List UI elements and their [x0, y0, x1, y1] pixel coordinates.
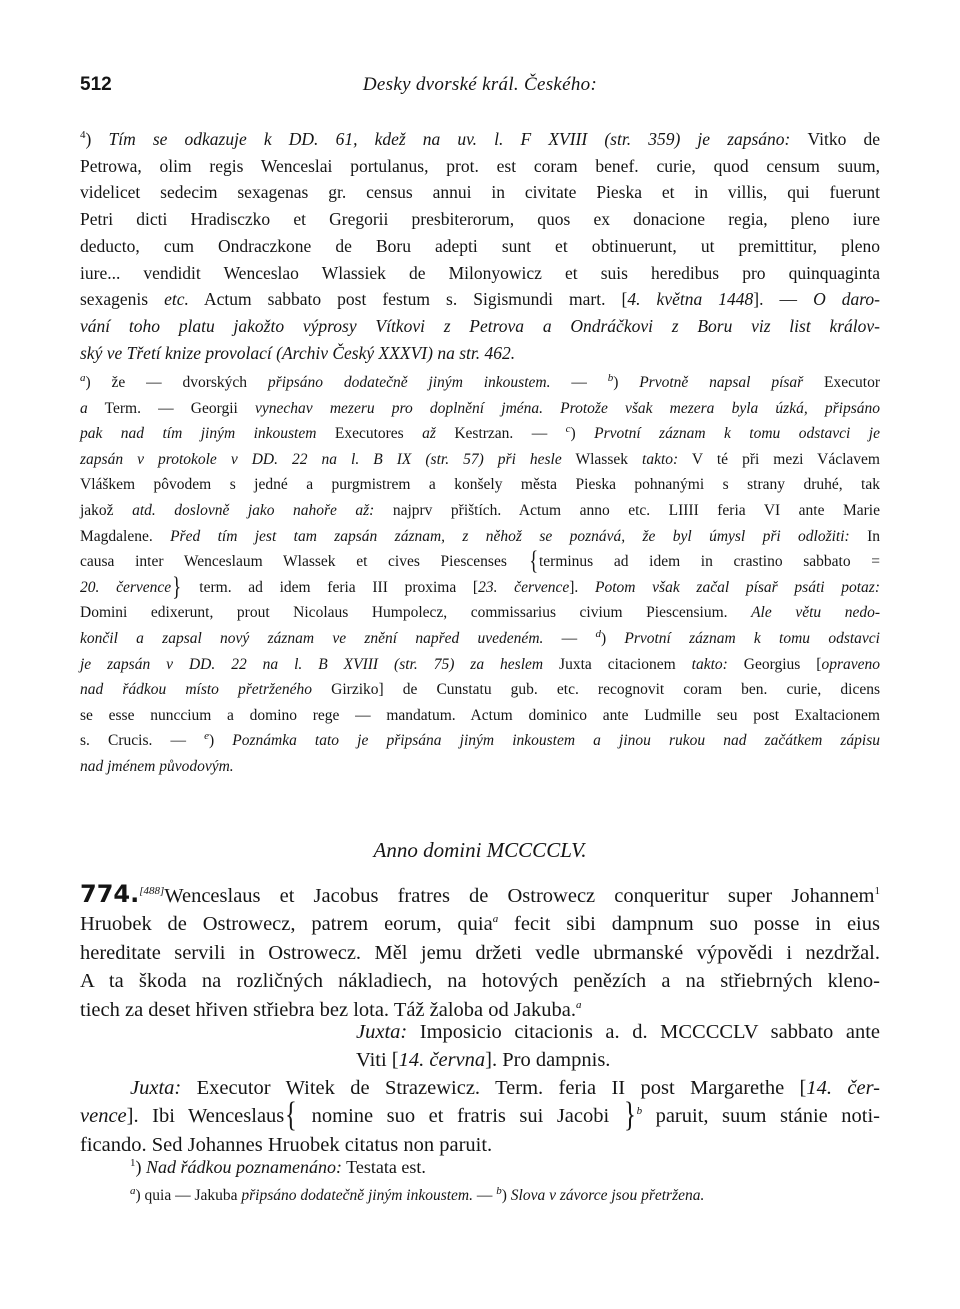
note-text-italic: nad jménem původovým.	[80, 757, 234, 775]
note-text: ].	[569, 578, 595, 596]
entry-line	[80, 1097, 881, 1135]
note-marker: a	[130, 1184, 136, 1197]
page-header	[80, 74, 880, 104]
note-line	[80, 260, 880, 287]
entry-text: ]. Pro dampnis.	[485, 1049, 611, 1072]
note-marker: b	[607, 371, 614, 384]
note-text-italic: ský ve Třetí knize provolací (Archiv Český XXXVI) na str. 462.	[80, 342, 516, 363]
apparatus-line	[80, 626, 880, 652]
note-text-italic: takto:	[642, 450, 679, 468]
note-line	[80, 233, 880, 260]
brace: }	[623, 1097, 636, 1135]
note-marker: d	[595, 627, 601, 640]
note-text-italic: končil a zapsal nový záznam ve znění napřed uvedeném.	[80, 629, 544, 647]
entry-774	[80, 880, 880, 1024]
note-text-italic: etc.	[164, 289, 189, 310]
note-text: s. Crucis. —	[80, 732, 205, 750]
note-text: se esse nunccium a domino rege — mandatum. Actum dominico ante Ludmille seu post Exaltacionem	[80, 706, 880, 724]
footnote-1: $^1$) Nad řádkou poznamenáno: Testata est.	[130, 1157, 426, 1177]
note-text: Juxta citacionem	[543, 655, 692, 673]
footnote-marker: b	[636, 1105, 643, 1118]
note-text: Domini edixerunt, prout Nicolaus Humpolecz, commissarius civium Piescensium.	[80, 604, 752, 622]
footnote-marker: 1	[874, 885, 880, 898]
note-marker: e	[204, 730, 209, 743]
note-text-italic: takto:	[691, 655, 728, 673]
note-text-italic: nad řádkou místo přetrženého	[80, 681, 313, 699]
footnote-text: )	[501, 1187, 511, 1204]
apparatus-line	[80, 652, 880, 678]
entry-text: tiech za deset hřiven střiebra bez lota. Táž žaloba od Jakuba.	[80, 998, 576, 1021]
note-text: Petrowa, olim regis Wenceslai portulanus, prot. est coram benef. curie, quod censum suum,	[80, 155, 880, 176]
apparatus-line	[80, 728, 880, 754]
entry-line	[356, 1018, 880, 1046]
apparatus-line	[80, 677, 880, 703]
note-text: jakož	[80, 501, 133, 519]
note-text: Girziko] de Cunstatu gub. etc. recognovit coram ben. curie, dicens	[312, 681, 880, 699]
note-line	[80, 313, 880, 340]
entry-text: fecit sibi dampnum suo posse in eius	[498, 913, 880, 936]
footnote-text: Testata est.	[342, 1157, 426, 1177]
note-line	[80, 340, 880, 367]
note-line	[80, 206, 880, 233]
entry-text: Imposicio citacionis a. d. MCCCCLV sabbato ante	[407, 1021, 880, 1043]
entry-number: 774.	[80, 880, 140, 908]
note-text-italic: Poznámka tato je připsána jiným inkoustem a jinou rukou nad začátkem zápisu	[232, 732, 881, 750]
page-number: 512	[80, 74, 112, 95]
note-text: terminus ad idem in crastino sabbato =	[538, 553, 880, 571]
note-text-italic: je zapsán v DD. 22 na l. B XVIII (str. 75) za heslem	[80, 655, 544, 673]
note-text-italic: Potom však začal písař psáti potaz:	[595, 578, 881, 596]
entry-text: nomine suo et fratris sui Jacobi	[298, 1105, 623, 1128]
note-text-italic: připsáno dodatečně jiným inkoustem.	[267, 374, 551, 391]
entry-line	[80, 967, 880, 995]
note-marker: a	[80, 371, 86, 384]
entry-text: hereditate servili in Ostrowecz. Měl jemu držeti vedle ubrmanské výpovědi i nezdržal.	[80, 941, 880, 964]
juxta-executor	[80, 1074, 880, 1159]
apparatus-line	[80, 572, 881, 602]
note-text: iure... vendidit Wenceslao Wlassiek de Milonyowicz et suis heredibus pro quinquaginta	[80, 262, 880, 283]
note-text: Kestrzan. —	[435, 425, 566, 443]
brace: }	[172, 572, 182, 602]
entry-text: paruit, suum stánie noti-	[642, 1105, 881, 1128]
note-text-italic: Tím se odkazuje k DD. 61, kdež na uv. l. F XVIII (str. 359) je zapsáno:	[108, 129, 808, 149]
note-text: —	[543, 629, 596, 647]
note-text: )	[600, 629, 625, 647]
footnote-marker: a	[575, 998, 582, 1011]
entry-date: vence	[80, 1105, 127, 1128]
note-text: deducto, cum Ondraczkone de Boru adepti sunt et obtinuerunt, ut premittitur, pleno	[80, 235, 880, 256]
note-4	[80, 126, 880, 366]
note-text-italic: a	[80, 399, 88, 417]
entry-text: Hruobek de Ostrowecz, patrem eorum, quia	[80, 913, 493, 936]
note-text: ]. —	[753, 289, 814, 310]
entry-text: ficando. Sed Johannes Hruobek citatus non paruit.	[80, 1133, 493, 1156]
apparatus-line	[80, 447, 880, 473]
note-text: Magdalene.	[80, 527, 171, 545]
entry-line	[80, 880, 880, 910]
juxta-citation	[356, 1018, 880, 1075]
note-date: 20. července	[80, 578, 172, 596]
note-text: )	[208, 732, 233, 750]
apparatus-line	[80, 600, 880, 626]
note-marker: c	[565, 423, 571, 436]
note-text: term. ad idem feria III proxima [	[182, 578, 479, 596]
note-text: Petri dicti Hradisczko et Gregorii presbiterorum, quos ex donacione regia, pleno iure	[80, 209, 880, 230]
brace: {	[528, 546, 538, 576]
entry-date: 14. čer-	[806, 1077, 880, 1099]
apparatus-line	[80, 754, 880, 780]
note-marker: b	[496, 1184, 502, 1197]
note-text: Term. — Georgii	[87, 399, 256, 417]
note-text: Wlassek	[561, 450, 643, 468]
footnote-marker: a	[492, 913, 499, 926]
note-line	[80, 179, 880, 206]
apparatus-line	[80, 472, 880, 498]
note-line: $^4$) Tím se odkazuje k DD. 61, kdež na uv. l. F XVIII (str. 359) je zapsáno: Vitko de	[80, 129, 880, 149]
apparatus-notes	[80, 370, 880, 780]
note-text-italic: opraveno	[821, 655, 880, 673]
note-text: )	[570, 425, 595, 443]
note-text: videlicet sedecim sexagenas gr. census annui in civitate Pieska et in villis, qui fuerunt	[80, 182, 880, 203]
juxta-label: Juxta:	[356, 1021, 408, 1043]
note-text: Executores	[316, 425, 423, 443]
note-text: Vláškem pôvodem s jedné a purgmistrem a konšely města Pieska pohnanými s strany druhé, tak	[80, 476, 880, 494]
apparatus-line	[80, 498, 880, 524]
note-text-italic: O daro-	[813, 289, 880, 310]
apparatus-line	[80, 421, 880, 447]
note-text-italic: pak nad tím jiným inkoustem	[80, 425, 317, 443]
note-text: Executor	[803, 374, 881, 391]
entry-line	[356, 1046, 880, 1074]
apparatus-line	[80, 546, 880, 576]
entry-reference: [488]	[139, 885, 165, 898]
juxta-label: Juxta:	[130, 1077, 182, 1099]
apparatus-line	[80, 524, 880, 550]
note-date: 4. května 1448	[627, 289, 754, 310]
note-line	[80, 153, 880, 180]
footnote-text: ) quia — Jakuba	[135, 1187, 242, 1204]
entry-line	[80, 939, 880, 967]
footnote-label: Nad řádkou poznamenáno:	[146, 1157, 342, 1177]
entry-text: Wenceslaus et Jacobus fratres de Ostrowecz conqueritur super Johannem	[164, 885, 875, 907]
note-text-italic: Prvotní záznam k tomu odstavci	[624, 629, 880, 647]
note-text: Georgius [	[727, 655, 822, 673]
note-text: najprv přištích. Actum anno etc. LIIII feria VI ante Marie	[374, 501, 880, 519]
apparatus-line	[80, 396, 880, 422]
note-text-italic: vání toho platu jakožto výprosy Vítkovi z Petrova a Ondráčkovi z Boru viz list králov-	[80, 315, 880, 336]
note-text-italic: zapsán v protokole v DD. 22 na l. B IX (str. 57) při hesle	[80, 450, 562, 468]
note-text: ) že — dvorských	[85, 374, 268, 391]
running-title: Desky dvorské král. Českého:	[362, 74, 598, 95]
entry-line	[80, 1074, 880, 1102]
apparatus-line	[80, 370, 880, 396]
note-text: )	[613, 374, 640, 391]
footnote-text: —	[473, 1187, 497, 1204]
note-text-italic: až	[422, 425, 436, 443]
footnote-text-italic: připsáno dodatečně jiným inkoustem.	[241, 1187, 473, 1204]
note-text-italic: Prvotní záznam k tomu odstavci je	[594, 425, 880, 443]
entry-text: A ta škoda na rozličných nákladiech, na hotových penězích a na střiebrných kleno-	[80, 970, 880, 993]
note-line	[80, 286, 880, 313]
note-marker-4: 4	[80, 129, 86, 142]
footnote-marker: 1	[130, 1157, 136, 1169]
note-text-italic: Ale větu nedo-	[751, 604, 880, 622]
entry-text: Executor Witek de Strazewicz. Term. feria II post Margarethe [	[181, 1077, 807, 1099]
note-text: Actum sabbato post festum s. Sigismundi mart. [	[188, 289, 628, 310]
footnote-a-b	[130, 1185, 880, 1207]
note-text: Vitko de	[807, 129, 880, 149]
entry-line	[80, 910, 880, 938]
brace: {	[285, 1097, 298, 1135]
note-text: V té při mezi Václavem	[678, 450, 880, 468]
entry-text: Viti [	[356, 1049, 399, 1072]
note-text-italic: Před tím jest tam zapsán záznam, z něhož se poznává, že byl úmysl při odložiti:	[170, 527, 850, 545]
note-date: 23. července	[478, 578, 570, 596]
note-text-italic: Prvotně napsal písař	[639, 374, 804, 391]
year-heading: Anno domini MCCCCLV.	[373, 838, 587, 862]
note-text: —	[550, 374, 608, 391]
note-text: causa inter Wenceslaum Wlassek et cives Piescenses	[80, 553, 528, 571]
note-text: sexagenis	[80, 289, 165, 310]
note-text-italic: atd. doslovně jako nahoře až:	[132, 501, 375, 519]
entry-text: ]. Ibi Wenceslaus	[126, 1105, 285, 1128]
entry-date: 14. června	[398, 1049, 486, 1072]
note-text-italic: vynechav mezeru pro doplnění jména. Protože však mezera byla úzká, připsáno	[255, 399, 880, 417]
apparatus-line	[80, 703, 880, 729]
footnote-text-italic: Slova v závorce jsou přetržena.	[510, 1187, 705, 1204]
note-text: In	[849, 527, 880, 545]
